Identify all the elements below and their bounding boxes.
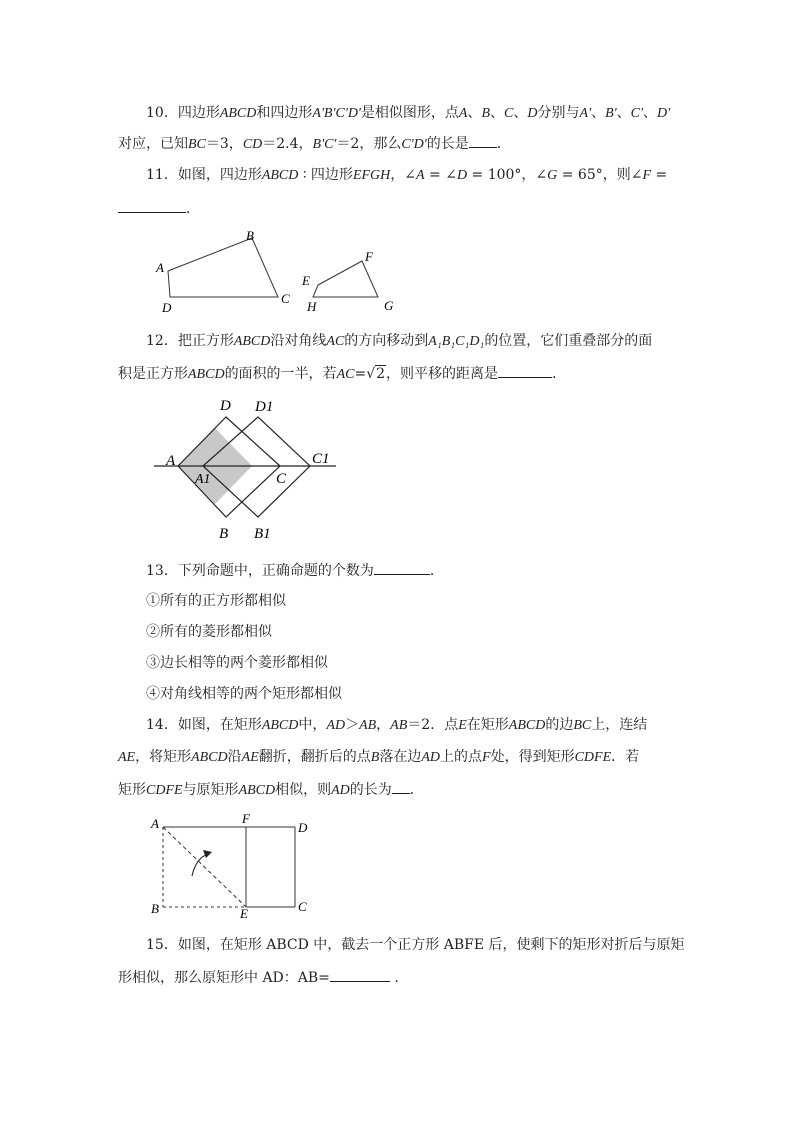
q15-text: 形相似，那么原矩形中 AD：AB= bbox=[118, 970, 330, 986]
q10-text: 分别与 bbox=[537, 105, 580, 121]
q12-text: 的面积的一半，若 bbox=[224, 366, 337, 382]
q12-line2 bbox=[118, 363, 556, 385]
label-b: B bbox=[246, 228, 254, 243]
label-a1: A1 bbox=[195, 472, 211, 487]
q12-text: ABCD bbox=[233, 334, 271, 349]
q15-line1: 15．如图，在矩形 ABCD 中，截去一个正方形 ABFE 后，使剩下的矩形对折后与原矩 bbox=[146, 937, 685, 953]
q14-text: 处，得到矩形 bbox=[490, 749, 575, 765]
label-f: F bbox=[365, 249, 373, 264]
label-d1: D1 bbox=[255, 399, 274, 415]
q10-text: 是相似图形，点 bbox=[360, 105, 459, 121]
q10-text: D' bbox=[656, 106, 671, 121]
q15-line2 bbox=[118, 967, 399, 988]
q11-line1 bbox=[146, 165, 667, 186]
q12-text: 积是正方形 bbox=[118, 366, 188, 382]
q14-text: 相似，则 bbox=[275, 782, 332, 798]
q14-text: AE bbox=[118, 750, 136, 765]
q14-figure bbox=[148, 812, 318, 922]
q14-text: AB bbox=[390, 718, 408, 733]
label-d: D bbox=[220, 398, 231, 414]
q11-text: = 100°，∠ bbox=[467, 167, 548, 183]
q10-text: 、 bbox=[591, 105, 606, 121]
q14-text: ＞ bbox=[345, 717, 360, 733]
q12-text: 12．把正方形 bbox=[146, 333, 234, 349]
q14-text: 中， bbox=[298, 717, 327, 733]
q14-text: CDFE bbox=[146, 783, 183, 798]
q12-text: ABCD bbox=[188, 367, 225, 382]
label-e: E bbox=[302, 273, 310, 288]
q14-text: ＝2．点 bbox=[407, 717, 459, 733]
q10-text: 的长是 bbox=[426, 136, 469, 152]
q14-text: AD bbox=[326, 718, 346, 733]
q14-text: 14．如图，在矩形 bbox=[146, 717, 262, 733]
q12-text: 沿对角线 bbox=[270, 333, 327, 349]
q10-text: 10．四边形 bbox=[146, 105, 220, 121]
label-b: B bbox=[151, 901, 159, 916]
q13-item-2: ②所有的菱形都相似 bbox=[146, 624, 272, 640]
sqrt-2 bbox=[366, 364, 386, 384]
q14-text: B bbox=[370, 750, 380, 765]
q12-line1 bbox=[146, 331, 652, 352]
label-d: D bbox=[298, 820, 308, 835]
q12-text: AC bbox=[336, 367, 355, 382]
label-a: A bbox=[156, 260, 164, 275]
q10-text: D bbox=[527, 106, 538, 121]
q14-text: ABCD bbox=[238, 783, 276, 798]
q11-text: = 65°，则∠ bbox=[557, 167, 643, 183]
label-c: C bbox=[281, 291, 290, 306]
q14-text: ． bbox=[409, 782, 424, 798]
q10-text: 、 bbox=[467, 105, 482, 121]
sqrt-sign: √ bbox=[366, 366, 376, 382]
q10-text: 和四边形 bbox=[256, 105, 313, 121]
q11-line2 bbox=[118, 198, 200, 219]
q14-text: ．若 bbox=[611, 749, 640, 765]
quadrilateral-abcd bbox=[168, 238, 278, 297]
q10-text: B'C' bbox=[312, 137, 337, 152]
q14-text: AE bbox=[241, 750, 259, 765]
q13-text: ． bbox=[429, 563, 444, 579]
q14-text: 的边 bbox=[545, 717, 574, 733]
q11-text: 11．如图，四边形 bbox=[146, 167, 262, 183]
q14-line1 bbox=[146, 715, 647, 736]
q12-text: AC bbox=[326, 334, 345, 349]
q13-item-1: ①所有的正方形都相似 bbox=[146, 593, 286, 609]
q10-text: A'B'C'D' bbox=[312, 106, 361, 121]
q10-text: A bbox=[458, 106, 468, 121]
q14-line3 bbox=[118, 779, 424, 801]
q12-text: ，则平移的距离是 bbox=[386, 366, 499, 382]
q14-text: AB bbox=[359, 718, 377, 733]
q14-text: 沿 bbox=[227, 749, 242, 765]
q10-text: ＝2.4， bbox=[262, 136, 313, 152]
q11-text: G bbox=[547, 168, 558, 183]
q10-text: ． bbox=[496, 136, 511, 152]
q11-figure bbox=[150, 225, 410, 320]
q10-text: 、 bbox=[642, 105, 657, 121]
answer-blank[interactable] bbox=[330, 967, 390, 982]
q10-text: C' bbox=[630, 106, 643, 121]
label-g: G bbox=[384, 298, 394, 313]
label-b1: B1 bbox=[254, 526, 271, 542]
q14-text: ABCD bbox=[261, 718, 299, 733]
q12-text: = bbox=[354, 366, 367, 382]
answer-blank[interactable] bbox=[392, 779, 410, 794]
q14-text: BC bbox=[573, 718, 592, 733]
label-b: B bbox=[219, 526, 229, 542]
q14-text: F bbox=[482, 750, 491, 765]
q10-text: ＝3， bbox=[205, 136, 243, 152]
q12-figure bbox=[150, 395, 350, 545]
q13-item-3: ③边长相等的两个菱形都相似 bbox=[146, 655, 328, 671]
q10-text: B' bbox=[605, 106, 617, 121]
q13-item-4: ④对角线相等的两个矩形都相似 bbox=[146, 686, 342, 702]
answer-blank[interactable] bbox=[498, 363, 552, 378]
radicand: 2 bbox=[376, 366, 386, 382]
q11-text: F bbox=[642, 168, 652, 183]
q10-text: B bbox=[481, 106, 491, 121]
q11-text: ABCD bbox=[261, 168, 299, 183]
q14-text: 落在边 bbox=[379, 749, 422, 765]
q12-text: 的位置，它们重叠部分的面 bbox=[484, 333, 653, 349]
q11-text: EFGH bbox=[352, 168, 391, 183]
label-c: C bbox=[298, 899, 307, 914]
q14-text: CDFE bbox=[574, 750, 612, 765]
q10-text: C'D' bbox=[401, 137, 427, 152]
q10-text: 、 bbox=[616, 105, 631, 121]
q10-text: CD bbox=[242, 137, 263, 152]
q14-text: 与原矩形 bbox=[182, 782, 239, 798]
q14-text: ABCD bbox=[508, 718, 546, 733]
q14-line2 bbox=[118, 747, 639, 768]
q14-text: 在矩形 bbox=[466, 717, 509, 733]
q12-text: . bbox=[552, 366, 557, 382]
q10-line1 bbox=[146, 103, 670, 124]
q10-text: BC bbox=[188, 137, 206, 152]
q10-text: C bbox=[504, 106, 514, 121]
q14-text: ， bbox=[376, 717, 391, 733]
q11-text: ． bbox=[186, 201, 200, 217]
label-a: A bbox=[166, 453, 176, 469]
q14-text: 翻折，翻折后的点 bbox=[258, 749, 371, 765]
fold-arrow-head bbox=[203, 850, 212, 858]
q11-text: D bbox=[456, 168, 468, 183]
q10-text: ＝2，那么 bbox=[336, 136, 402, 152]
q10-text: A' bbox=[579, 106, 592, 121]
q15-text: . bbox=[389, 970, 399, 986]
label-a: A bbox=[151, 816, 159, 831]
q14-text: 上，连结 bbox=[591, 717, 648, 733]
q12-text: A₁B₁C₁D₁ bbox=[428, 334, 485, 349]
q11-text: = bbox=[651, 167, 668, 183]
q14-text: 矩形 bbox=[118, 782, 146, 798]
q11-text: ，∠ bbox=[390, 167, 416, 183]
q14-text: 的长为 bbox=[349, 782, 392, 798]
q10-line2 bbox=[118, 133, 511, 155]
answer-blank[interactable] bbox=[374, 560, 430, 575]
label-f: F bbox=[242, 811, 250, 826]
q14-text: E bbox=[458, 718, 467, 733]
q14-text: ，将矩形 bbox=[135, 749, 192, 765]
q10-text: 对应，已知 bbox=[118, 136, 188, 152]
q10-text: 、 bbox=[490, 105, 505, 121]
q12-text: 的方向移动到 bbox=[344, 333, 429, 349]
label-e: E bbox=[240, 906, 248, 921]
fold-line-ae bbox=[163, 827, 246, 907]
q11-text: A bbox=[416, 168, 425, 183]
q11-text: ∶ 四边形 bbox=[298, 167, 353, 183]
q10-text: ABCD bbox=[219, 106, 257, 121]
q10-text: 、 bbox=[513, 105, 528, 121]
quadrilateral-efgh bbox=[313, 261, 378, 297]
label-h: H bbox=[307, 299, 317, 314]
q14-text: AD bbox=[331, 783, 350, 798]
q14-text: ABCD bbox=[191, 750, 228, 765]
label-c: C bbox=[276, 471, 287, 487]
q14-text: AD bbox=[421, 750, 441, 765]
label-c1: C1 bbox=[312, 451, 330, 467]
q13-line1 bbox=[146, 560, 444, 581]
q13-text: 13．下列命题中，正确命题的个数为 bbox=[146, 563, 374, 579]
q11-text: = ∠ bbox=[424, 167, 457, 183]
answer-blank[interactable] bbox=[469, 133, 497, 148]
q14-text: 上的点 bbox=[440, 749, 483, 765]
answer-blank[interactable] bbox=[118, 198, 186, 213]
label-d: D bbox=[162, 300, 172, 315]
